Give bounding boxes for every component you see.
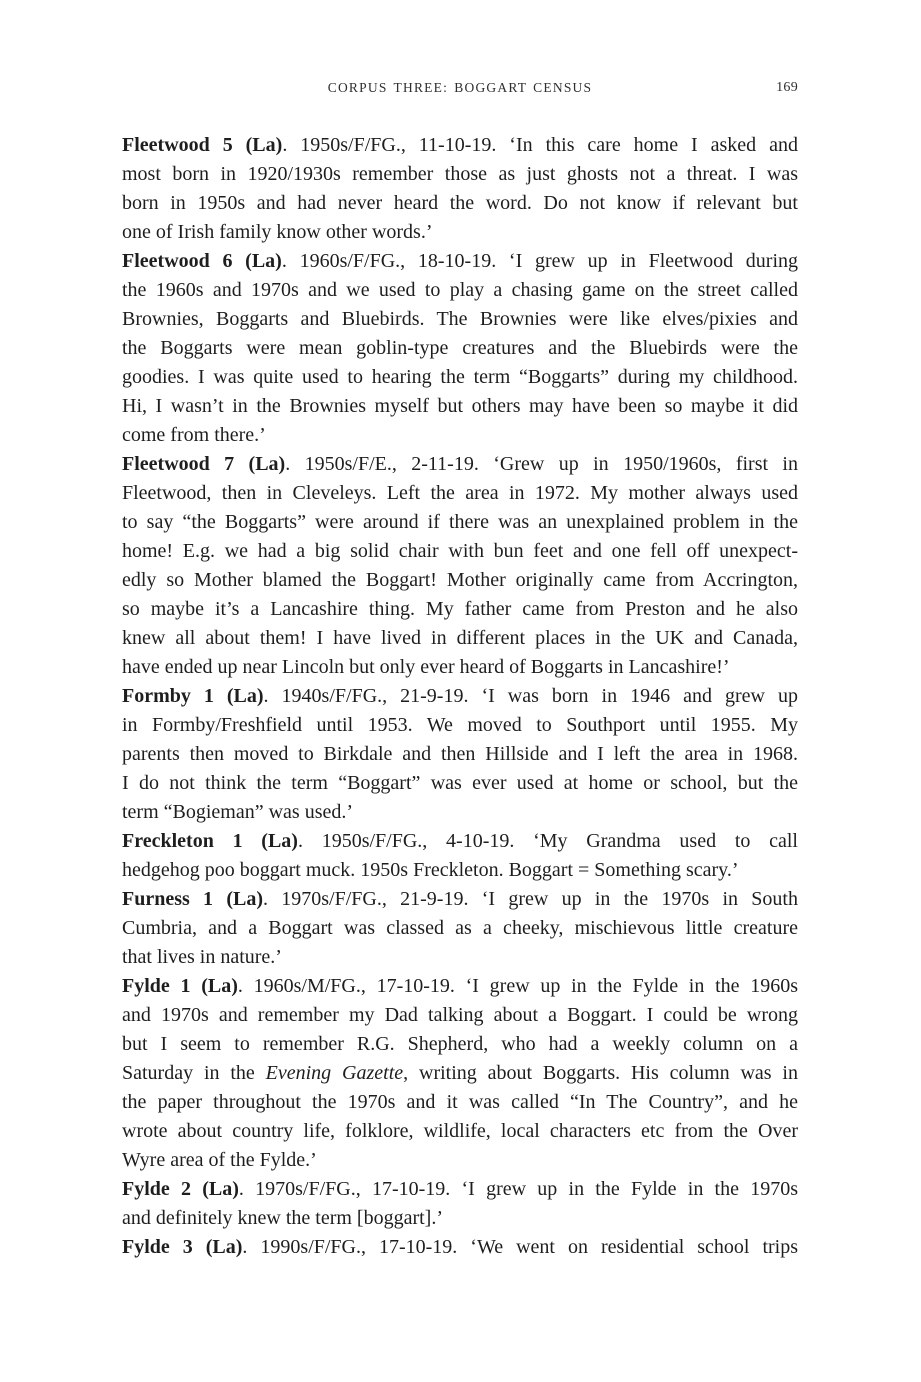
entry-text: and definitely knew the term [boggart].’ (122, 1207, 443, 1229)
entry-text: the Boggarts were mean goblin-type creatures and the Bluebirds were the (122, 337, 798, 359)
entry-text: so maybe it’s a Lancashire thing. My father came from Preston and he also (122, 598, 798, 620)
entry-line (122, 363, 798, 392)
entry-text: knew all about them! I have lived in different places in the UK and Canada, (122, 627, 798, 649)
entry-text: . 1950s/F/FG., 4-10-19. ‘My Grandma used to call (297, 830, 798, 852)
entry-line (122, 305, 798, 334)
entry-text: Fleetwood, then in Cleveleys. Left the area in 1972. My mother always used (122, 482, 798, 504)
entry-line (122, 218, 798, 247)
entry-line (122, 943, 798, 972)
entry-text: . 1970s/F/FG., 17-10-19. ‘I grew up in the Fylde in the 1970s (238, 1178, 798, 1200)
entry-line (122, 450, 798, 479)
entry-text: that lives in nature.’ (122, 946, 282, 968)
entry-line (122, 189, 798, 218)
entry-text: hedgehog poo boggart muck. 1950s Freckleton. Boggart = Something scary.’ (122, 859, 739, 881)
entry-line (122, 885, 798, 914)
census-entries (122, 131, 798, 1262)
census-entry (122, 1175, 798, 1233)
entry-line (122, 1030, 798, 1059)
entry-label: Fylde 2 (La) (122, 1178, 239, 1200)
entry-label: Fylde 3 (La) (122, 1236, 243, 1258)
entry-text: . 1950s/F/FG., 11-10-19. ‘In this care home I asked and (282, 134, 798, 156)
census-entry (122, 827, 798, 885)
entry-line (122, 1059, 798, 1088)
entry-line (122, 1204, 798, 1233)
entry-text: Hi, I wasn’t in the Brownies myself but others may have been so maybe it did (122, 395, 798, 417)
entry-text: but I seem to remember R.G. Shepherd, who had a weekly column on a (122, 1033, 798, 1055)
entry-label: Fylde 1 (La) (122, 975, 238, 997)
running-header (122, 80, 798, 100)
entry-line (122, 827, 798, 856)
entry-text: have ended up near Lincoln but only ever heard of Boggarts in Lancashire!’ (122, 656, 730, 678)
entry-line (122, 711, 798, 740)
entry-line (122, 392, 798, 421)
entry-label: Fleetwood 6 (La) (122, 250, 282, 272)
census-entry (122, 682, 798, 827)
entry-line (122, 1001, 798, 1030)
entry-text: Saturday in the (122, 1062, 266, 1084)
entry-text: to say “the Boggarts” were around if there was an unexplained problem in the (122, 511, 798, 533)
entry-line (122, 1175, 798, 1204)
entry-text: edly so Mother blamed the Boggart! Mother originally came from Accrington, (122, 569, 798, 591)
entry-line (122, 508, 798, 537)
entry-line (122, 1233, 798, 1262)
entry-text: . 1990s/F/FG., 17-10-19. ‘We went on residential school trips (242, 1236, 798, 1258)
entry-text: . 1940s/F/FG., 21-9-19. ‘I was born in 1946 and grew up (263, 685, 798, 707)
entry-line (122, 1088, 798, 1117)
entry-text: Cumbria, and a Boggart was classed as a cheeky, mischievous little creature (122, 917, 798, 939)
entry-text: I do not think the term “Boggart” was ever used at home or school, but the (122, 772, 798, 794)
entry-text: . 1960s/M/FG., 17-10-19. ‘I grew up in the Fylde in the 1960s (237, 975, 798, 997)
entry-text: Brownies, Boggarts and Bluebirds. The Brownies were like elves/pixies and (122, 308, 798, 330)
entry-text: . 1970s/F/FG., 21-9-19. ‘I grew up in the 1970s in South (263, 888, 798, 910)
publication-title-italic: Evening Gazette (265, 1062, 404, 1084)
entry-line (122, 566, 798, 595)
entry-text: born in 1950s and had never heard the word. Do not know if relevant but (122, 192, 798, 214)
entry-line (122, 334, 798, 363)
entry-line (122, 856, 798, 885)
entry-line (122, 131, 798, 160)
entry-label: Fleetwood 7 (La) (122, 453, 286, 475)
entry-text: and 1970s and remember my Dad talking about a Boggart. I could be wrong (122, 1004, 798, 1026)
entry-text: parents then moved to Birkdale and then Hillside and I left the area in 1968. (122, 743, 798, 765)
census-entry (122, 131, 798, 247)
entry-line (122, 595, 798, 624)
entry-line (122, 1146, 798, 1175)
entry-text: come from there.’ (122, 424, 266, 446)
entry-text: one of Irish family know other words.’ (122, 221, 433, 243)
entry-line (122, 276, 798, 305)
entry-label: Furness 1 (La) (122, 888, 263, 910)
entry-text: Wyre area of the Fylde.’ (122, 1149, 317, 1171)
entry-label: Freckleton 1 (La) (122, 830, 298, 852)
entry-line (122, 537, 798, 566)
entry-text: goodies. I was quite used to hearing the term “Boggarts” during my childhood. (122, 366, 798, 388)
entry-text: . 1950s/F/E., 2-11-19. ‘Grew up in 1950/1960s, first in (285, 453, 798, 475)
entry-text: in Formby/Freshfield until 1953. We moved to Southport until 1955. My (122, 714, 798, 736)
census-entry (122, 1233, 798, 1262)
entry-line (122, 914, 798, 943)
entry-line (122, 247, 798, 276)
entry-text: . 1960s/F/FG., 18-10-19. ‘I grew up in Fleetwood during (281, 250, 798, 272)
entry-line (122, 972, 798, 1001)
entry-text: home! E.g. we had a big solid chair with bun feet and one fell off unexpect- (122, 540, 798, 562)
census-entry (122, 247, 798, 450)
entry-line (122, 740, 798, 769)
entry-line (122, 798, 798, 827)
page-number: 169 (776, 80, 798, 95)
entry-line (122, 1117, 798, 1146)
entry-line (122, 624, 798, 653)
entry-line (122, 769, 798, 798)
entry-label: Formby 1 (La) (122, 685, 264, 707)
entry-text: term “Bogieman” was used.’ (122, 801, 354, 823)
entry-text: the paper throughout the 1970s and it was called “In The Country”, and he (122, 1091, 798, 1113)
entry-text: the 1960s and 1970s and we used to play a chasing game on the street called (122, 279, 798, 301)
census-entry (122, 450, 798, 682)
running-title: CORPUS THREE: BOGGART CENSUS (327, 80, 593, 95)
entry-line (122, 653, 798, 682)
entry-line (122, 421, 798, 450)
entry-text: most born in 1920/1930s remember those as just ghosts not a threat. I was (122, 163, 798, 185)
entry-line (122, 479, 798, 508)
entry-line (122, 160, 798, 189)
census-entry (122, 972, 798, 1175)
entry-text: , writing about Boggarts. His column was in (403, 1062, 798, 1084)
entry-line (122, 682, 798, 711)
census-entry (122, 885, 798, 972)
entry-label: Fleetwood 5 (La) (122, 134, 283, 156)
entry-text: wrote about country life, folklore, wildlife, local characters etc from the Over (122, 1120, 798, 1142)
